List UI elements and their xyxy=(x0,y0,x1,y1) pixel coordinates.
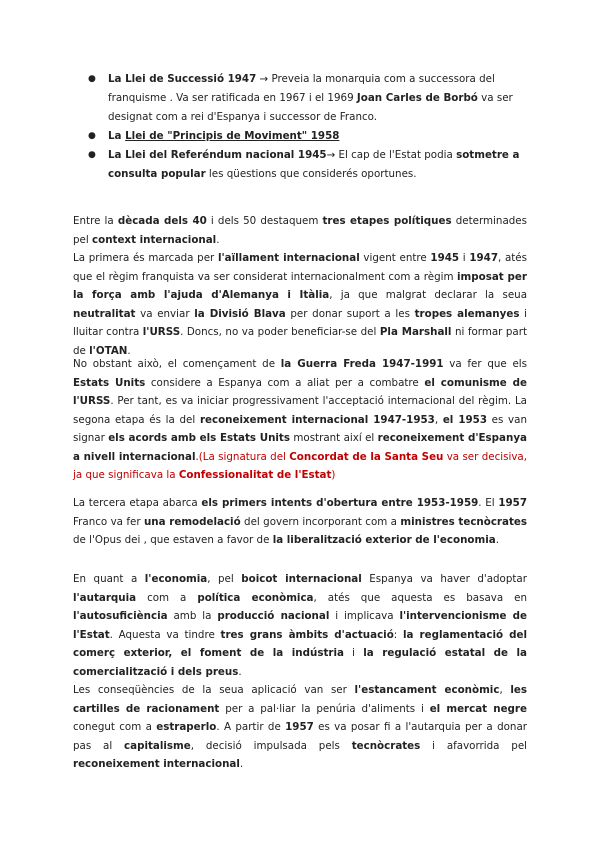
paragraph-autarquia: En quant a l'economia, pel boicot internacional Espanya va haver d'adoptar l'autarquia com a política econòmica, atés que aquesta es basava en l'autosuficiència amb la producció nacional i implicava l'intervencionisme de l'Estat. Aquesta va tindre tres grans àmbits d'actuació: la reglamentació del comerç exterior, el foment de la indústria i la regulació estatal de la comercialització i dels preus. xyxy=(73,573,527,678)
red-note: (La signatura del Concordat de la Santa Seu va ser decisiva, ja que significava la Confessionalitat de l'Estat) xyxy=(73,450,527,481)
paragraph-aillament: La primera és marcada per l'aïllament internacional vigent entre 1945 i 1947, atés que el règim franquista va ser considerat internacionalment com a règim imposat per la força amb l'ajuda d'Alemanya i Itàlia, ja que malgrat declarar la seua neutralitat va enviar la Divisió Blava per donar suport a les tropes alemanyes i lluitar contra l'URSS. Doncs, no va poder beneficiar-se del Pla Marshall ni formar part de l'OTAN. xyxy=(73,252,528,357)
law-title: La Llei del Referéndum nacional 1945 xyxy=(108,149,327,161)
list-item: ● La Llei del Referéndum nacional 1945→ El cap de l'Estat podia sotmetre a consulta popular les qüestions que considerés oportunes. xyxy=(82,146,532,184)
list-item: ● La Llei de Successió 1947 → Preveia la monarquia com a successora del franquisme . Va ser ratificada en 1967 i el 1969 Joan Carles de Borbó va ser designat com a rei d'Espanya i successor de Franco. xyxy=(82,70,532,127)
paragraph-etapes xyxy=(73,212,527,360)
bullet-list xyxy=(82,70,532,184)
bullet-icon: ● xyxy=(88,74,96,84)
paragraph-consequencies: Les conseqüències de la seua aplicació van ser l'estancament econòmic, les cartilles de racionament per a pal·liar la penúria d'aliments i el mercat negre conegut com a estraperlo. A partir de 1957 es va posar fi a l'autarquia per a donar pas al capitalisme, decisió impulsada pels tecnòcrates i afavorrida pel reconeixement internacional. xyxy=(73,684,528,770)
paragraph-guerra-freda: No obstant això, el començament de la Guerra Freda 1947-1991 va fer que els Estats Units considere a Espanya com a aliat per a combatre el comunisme de l'URSS. Per tant, es va iniciar progressivament l'acceptació internacional del règim. La segona etapa és la del reconeixement internacional 1947-1953, el 1953 es van signar els acords amb els Estats Units mostrant així el reconeixement d'Espanya a nivell internacional.(La signatura del Concordat de la Santa Seu va ser decisiva, ja que significava la Confessionalitat de l'Estat) xyxy=(73,358,528,481)
bullet-icon: ● xyxy=(88,131,96,141)
list-item: ● La Llei de "Principis de Moviment" 1958 xyxy=(82,127,532,146)
paragraph-economia xyxy=(73,570,527,774)
paragraph-intro: Entre la dècada dels 40 i dels 50 destaquem tres etapes polítiques determinades pel context internacional. xyxy=(73,215,527,246)
law-title: La Llei de Successió 1947 xyxy=(108,73,257,85)
paragraph-obertura: La tercera etapa abarca els primers intents d'obertura entre 1953-1959. El 1957 Franco va fer una remodelació del govern incorporant com a ministres tecnòcrates de l'Opus dei , que estaven a favor de la liberalització exterior de l'economia. xyxy=(73,497,527,546)
law-title: Llei de "Principis de Moviment" 1958 xyxy=(125,130,340,142)
bullet-icon: ● xyxy=(88,150,96,160)
